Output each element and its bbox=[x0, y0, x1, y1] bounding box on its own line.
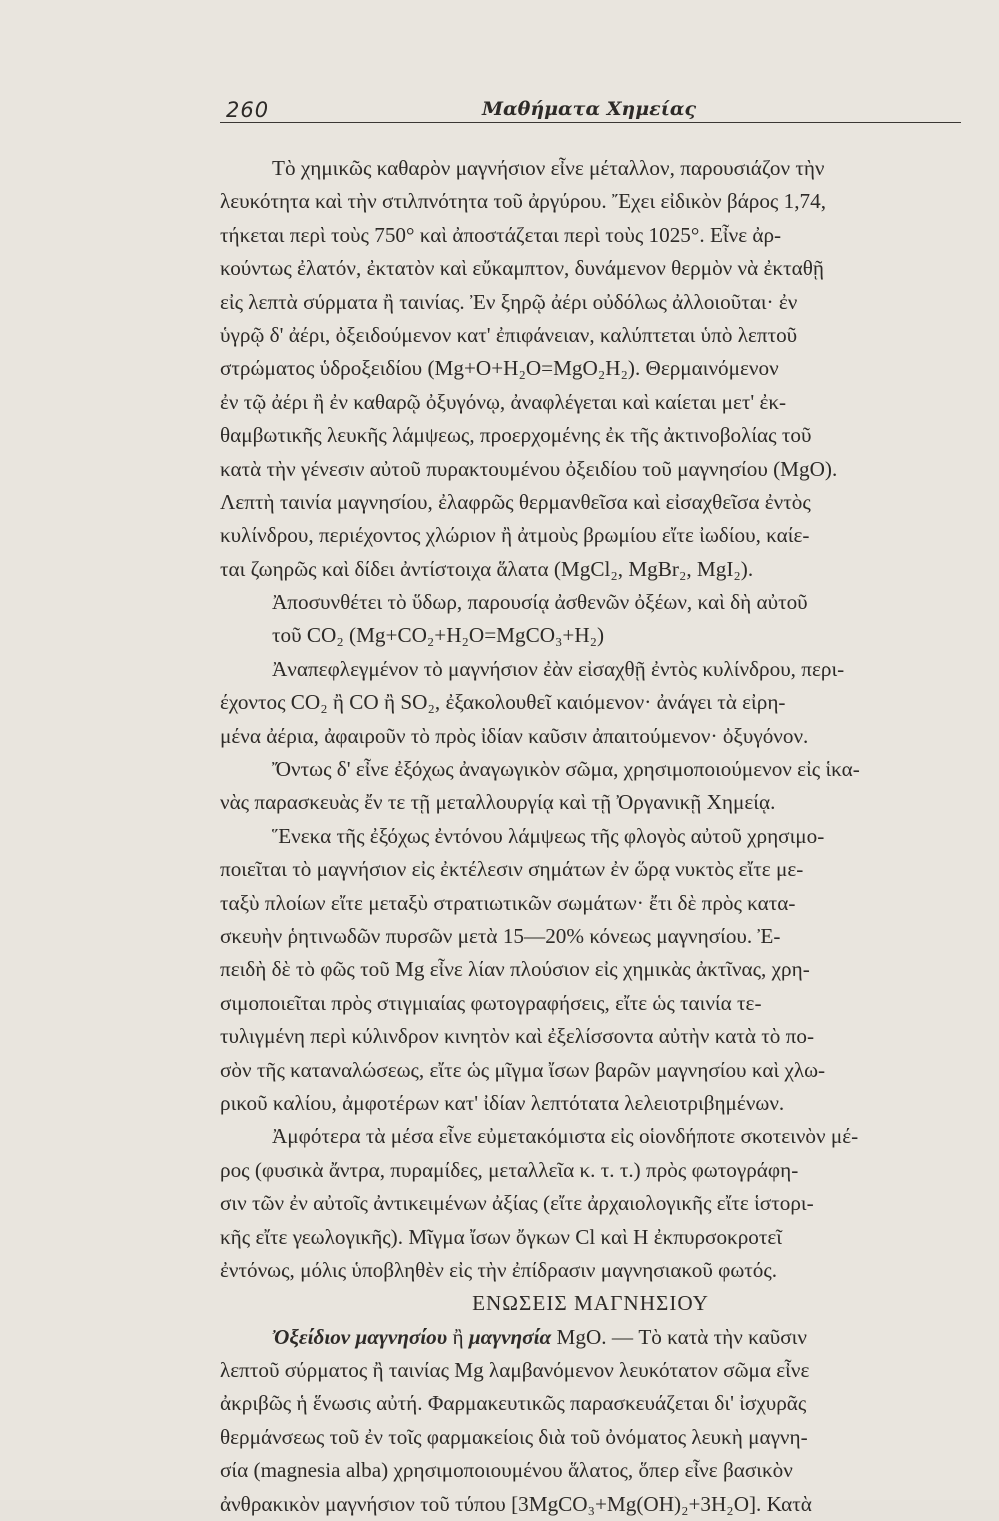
oxide-first-line bbox=[220, 1321, 961, 1354]
text-line: ἀνθρακικὸν μαγνήσιον τοῦ τύπου [3MgCO₃+Mg(OH)₂+3H₂O]. Κατὰ bbox=[220, 1491, 812, 1516]
text-line: σκευὴν ῥητινωδῶν πυρσῶν μετὰ 15—20% κόνεως μαγνησίου. Ἐ- bbox=[220, 923, 781, 948]
text-line: πειδὴ δὲ τὸ φῶς τοῦ Mg εἶνε λίαν πλούσιον εἰς χημικὰς ἀκτῖνας, χρη- bbox=[220, 957, 810, 982]
text-line: νὰς παρασκευὰς ἔν τε τῇ μεταλλουργίᾳ καὶ τῇ Ὀργανικῇ Χημείᾳ. bbox=[220, 790, 776, 815]
text-line: ταξὺ πλοίων εἴτε μεταξὺ στρατιωτικῶν σωμάτων· ἔτι δὲ πρὸς κατα- bbox=[220, 890, 796, 915]
text-line: Ἀμφότερα τὰ μέσα εἶνε εὐμετακόμιστα εἰς οἱονδήποτε σκοτεινὸν μέ- bbox=[272, 1124, 859, 1149]
text-line: τοῦ CO₂ (Mg+CO₂+H₂O=MgCO₃+H₂) bbox=[272, 623, 605, 648]
text-line: εἰς λεπτὰ σύρματα ἢ ταινίας. Ἐν ξηρῷ ἀέρι οὐδόλως ἀλλοιοῦται· ἐν bbox=[220, 289, 798, 314]
text-line: Ἀναπεφλεγμένον τὸ μαγνήσιον ἐὰν εἰσαχθῇ ἐντὸς κυλίνδρου, περι- bbox=[272, 656, 845, 681]
term-magnesia: μαγνησία bbox=[468, 1324, 552, 1349]
text-line: ρικοῦ καλίου, ἀμφοτέρων κατ' ἰδίαν λεπτότατα λελειοτριβημένων. bbox=[220, 1090, 785, 1115]
text-line: λεπτοῦ σύρματος ἢ ταινίας Mg λαμβανόμενον λευκότατον σῶμα εἶνε bbox=[220, 1358, 810, 1383]
text-line: σιμοποιεῖται πρὸς στιγμιαίας φωτογραφήσεις, εἴτε ὡς ταινία τε- bbox=[220, 990, 762, 1015]
oxide-intro-text: MgO. — Τὸ κατὰ τὴν καῦσιν bbox=[551, 1324, 807, 1349]
text-line: τήκεται περὶ τοὺς 750° καὶ ἀποστάζεται περὶ τοὺς 1025°. Εἶνε ἀρ- bbox=[220, 222, 782, 247]
text-line: θερμάνσεως τοῦ ἐν τοῖς φαρμακείοις διὰ τοῦ ὀνόματος λευκὴ μαγνη- bbox=[220, 1424, 808, 1449]
text-line: έχοντος CO₂ ἢ CO ἢ SO₂, ἐξακολουθεῖ καιόμενον· ἀνάγει τὰ εἰρη- bbox=[220, 690, 786, 715]
page-number: 260 bbox=[226, 98, 270, 122]
text-line: Ἕνεκα τῆς ἐξόχως ἐντόνου λάμψεως τῆς φλογὸς αὐτοῦ χρησιμο- bbox=[272, 823, 825, 848]
text-line: ἀκριβῶς ἡ ἕνωσις αὐτή. Φαρμακευτικῶς παρασκευάζεται δι' ἰσχυρᾶς bbox=[220, 1391, 807, 1416]
text-line: ρος (φυσικὰ ἄντρα, πυραμίδες, μεταλλεῖα κ. τ. τ.) πρὸς φωτογράφη- bbox=[220, 1157, 799, 1182]
term-magnesium-oxide: Ὀξείδιον μαγνησίου bbox=[272, 1324, 448, 1349]
section-heading: ΕΝΩΣΕΙΣ ΜΑΓΝΗΣΙΟΥ bbox=[472, 1291, 709, 1316]
text-line: τυλιγμένη περὶ κύλινδρον κινητὸν καὶ ἐξελίσσοντα αὐτὴν κατὰ τὸ πο- bbox=[220, 1024, 815, 1049]
text-line: ἐντόνως, μόλις ὑποβληθὲν εἰς τὴν ἐπίδρασιν μαγνησιακοῦ φωτός. bbox=[220, 1257, 778, 1282]
text-line: ται ζωηρῶς καὶ δίδει ἀντίστοιχα ἅλατα (MgCl₂, MgBr₂, MgI₂). bbox=[220, 556, 754, 581]
text-line: στρώματος ὑδροξειδίου (Mg+O+H₂O=MgO₂H₂). Θερμαινόμενον bbox=[220, 356, 779, 381]
text-line: ὑγρῷ δ' ἀέρι, ὀξειδούμενον κατ' ἐπιφάνειαν, καλύπτεται ὑπὸ λεπτοῦ bbox=[220, 322, 798, 347]
page-header bbox=[220, 92, 961, 123]
text-line: σὸν τῆς καταναλώσεως, εἴτε ὡς μῖγμα ἴσων βαρῶν μαγνησίου καὶ χλω- bbox=[220, 1057, 826, 1082]
page-body bbox=[220, 152, 961, 1521]
text-line: Τὸ χημικῶς καθαρὸν μαγνήσιον εἶνε μέταλλον, παρουσιάζον τὴν bbox=[272, 156, 825, 180]
text-line: κατὰ τὴν γένεσιν αὐτοῦ πυρακτουμένου ὀξειδίου τοῦ μαγνησίου (MgO). bbox=[220, 456, 838, 481]
text-line: λευκότητα καὶ τὴν στιλπνότητα τοῦ ἀργύρου. Ἔχει εἰδικὸν βάρος 1,74, bbox=[220, 189, 826, 214]
text-line: Λεπτὴ ταινία μαγνησίου, ἐλαφρῶς θερμανθεῖσα καὶ εἰσαχθεῖσα ἐντὸς bbox=[220, 489, 811, 514]
text-line: ποιεῖται τὸ μαγνήσιον εἰς ἐκτέλεσιν σημάτων ἐν ὥρᾳ νυκτὸς εἴτε με- bbox=[220, 857, 804, 882]
text-line: Ὄντως δ' εἶνε ἐξόχως ἀναγωγικὸν σῶμα, χρησιμοποιούμενον εἰς ἱκα- bbox=[272, 757, 860, 782]
text-line: ἐν τῷ ἀέρι ἢ ἐν καθαρῷ ὀξυγόνῳ, ἀναφλέγεται καὶ καίεται μετ' ἐκ- bbox=[220, 389, 787, 414]
text-line: κῆς εἴτε γεωλογικῆς). Μῖγμα ἴσων ὄγκων Cl καὶ H ἐκπυρσοκροτεῖ bbox=[220, 1224, 782, 1249]
text-line: σία (magnesia alba) χρησιμοποιουμένου ἅλατος, ὅπερ εἶνε βασικὸν bbox=[220, 1458, 793, 1483]
running-title: Μαθήματα Χημείας bbox=[482, 98, 697, 120]
text-line: κυλίνδρου, περιέχοντος χλώριον ἢ ἀτμοὺς βρωμίου εἴτε ἰωδίου, καίε- bbox=[220, 523, 810, 548]
text-line: σιν τῶν ἐν αὐτοῖς ἀντικειμένων ἀξίας (εἴτε ἀρχαιολογικῆς εἴτε ἱστορι- bbox=[220, 1191, 814, 1216]
conjunction: ἢ bbox=[447, 1324, 469, 1349]
text-line: μένα ἀέρια, ἀφαιροῦν τὸ πρὸς ἰδίαν καῦσιν ἀπαιτούμενον· ὀξυγόνον. bbox=[220, 723, 809, 748]
text-line: Ἀποσυνθέτει τὸ ὕδωρ, παρουσίᾳ ἀσθενῶν ὀξέων, καὶ δὴ αὐτοῦ bbox=[272, 590, 808, 615]
text-line: κούντως ἐλατόν, ἐκτατὸν καὶ εὔκαμπτον, δυνάμενον θερμὸν νὰ ἐκταθῇ bbox=[220, 256, 824, 281]
text-line: θαμβωτικῆς λευκῆς λάμψεως, προερχομένης ἐκ τῆς ἀκτινοβολίας τοῦ bbox=[220, 423, 812, 448]
